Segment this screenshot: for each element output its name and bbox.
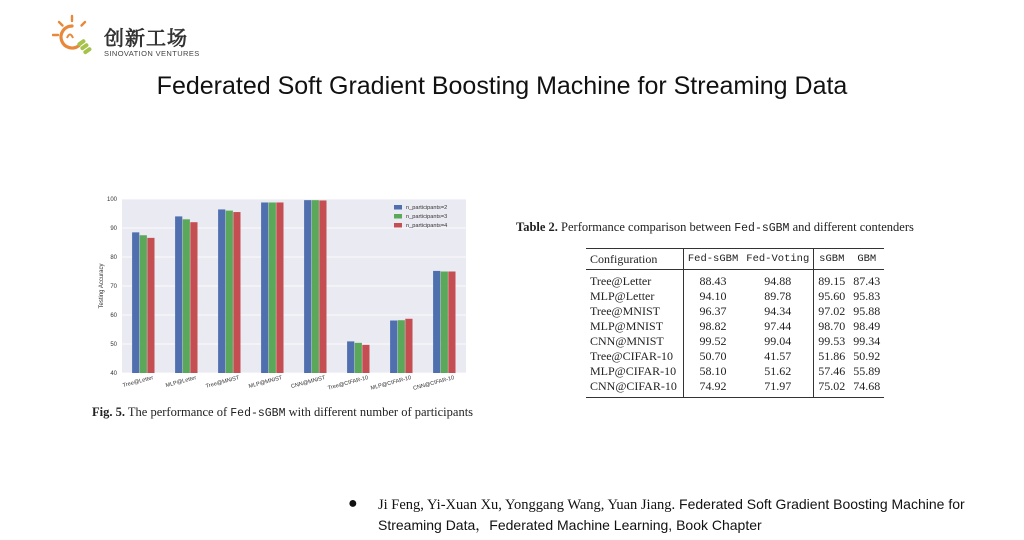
bar [405,319,412,373]
x-tick-label: MLP@Letter [165,375,198,390]
legend-swatch [394,214,402,219]
cell-gbm: 95.83 [853,289,881,303]
bar [448,272,455,374]
bar [312,200,319,373]
cell-gbm: 87.43 [853,274,881,288]
cell-fed-sgbm: 50.70 [683,349,742,364]
cell-fed-voting: 89.78 [764,289,792,303]
table-row [586,304,884,319]
bar [132,232,139,373]
cell-configuration: CNN@CIFAR-10 [590,379,677,393]
bar [147,238,154,373]
bar [276,202,283,373]
bar [398,320,405,373]
reference-authors: Ji Feng, Yi-Xuan Xu, Yonggang Wang, Yuan Jiang. [378,497,676,513]
table-row [586,379,884,398]
cell-gbm: 95.88 [853,304,881,318]
cell-fed-voting: 71.97 [764,379,792,393]
bar [218,209,225,373]
y-tick-label: 90 [110,226,117,232]
y-axis-label: Testing Accuracy [99,263,105,309]
table-row [586,319,884,334]
cell-fed-voting: 94.34 [764,304,792,318]
bar [433,271,440,373]
bar [140,235,147,373]
reference-text [378,494,998,535]
y-tick-label: 100 [106,197,117,203]
cell-sgbm: 57.46 [814,364,850,379]
y-tick-label: 80 [110,255,117,261]
cell-configuration: Tree@Letter [590,274,652,288]
cell-sgbm: 98.70 [814,319,850,334]
header-fed-voting: Fed-Voting [746,253,810,265]
slide-title: Federated Soft Gradient Boosting Machine for Streaming Data [156,72,848,100]
cell-fed-sgbm: 94.10 [683,289,742,304]
cell-sgbm: 95.60 [814,289,850,304]
performance-table [586,248,884,398]
bullet-icon: ● [348,495,358,512]
logo-chinese-text: 创新工场 [104,26,188,50]
cell-sgbm: 97.02 [814,304,850,319]
table-caption-post: and different contenders [792,220,914,234]
bar [347,341,354,373]
bar [441,272,448,374]
figure-caption-post: with different number of participants [288,405,474,419]
bar [362,345,369,373]
table-row [586,349,884,364]
table-row [586,334,884,349]
lightbulb-logo-icon [52,14,100,62]
bar [319,200,326,373]
header-gbm: GBM [857,253,877,265]
cell-gbm: 74.68 [853,379,881,393]
cell-fed-sgbm: 96.37 [683,304,742,319]
legend-label: n_participants=3 [406,214,448,220]
x-tick-label: MLP@CIFAR-10 [370,375,413,392]
table-row [586,289,884,304]
table-row [586,270,884,290]
legend-swatch [394,205,402,210]
bar [269,202,276,373]
cell-configuration: MLP@Letter [590,289,655,303]
cell-configuration: MLP@MNIST [590,319,664,333]
cell-fed-sgbm: 88.43 [683,270,742,290]
figure-caption [92,405,473,420]
x-tick-labels [122,375,455,392]
reference-title: Federated Soft Gradient Boosting Machine for Streaming Data [378,496,965,533]
table-header-row [586,249,884,270]
legend-label: n_participants=2 [406,205,448,211]
x-tick-label: CNN@MNIST [290,375,327,391]
table-caption [516,220,914,235]
bar [183,219,190,373]
x-tick-label: CNN@CIFAR-10 [412,375,456,392]
figure-caption-pre: The performance of [127,405,228,419]
table-caption-label: Table 2. [516,220,558,234]
reference-source: Federated Machine Learning, Book Chapter [489,517,762,533]
cell-fed-sgbm: 98.82 [683,319,742,334]
table-row [586,364,884,379]
cell-fed-sgbm: 99.52 [683,334,742,349]
chart-legend [394,205,447,229]
bar-chart [92,190,472,402]
legend-label: n_participants=4 [406,223,448,229]
header-configuration: Configuration [590,252,658,266]
cell-configuration: CNN@MNIST [590,334,664,348]
reference-separator: ， [475,517,490,533]
table-body [586,270,884,398]
x-tick-label: Tree@MNIST [205,375,241,390]
bar [175,216,182,373]
cell-fed-voting: 51.62 [764,364,792,378]
bar [233,212,240,373]
cell-fed-sgbm: 74.92 [683,379,742,398]
y-tick-label: 40 [110,371,117,377]
table-caption-pre: Performance comparison between [561,220,732,234]
bar [226,211,233,373]
cell-fed-voting: 99.04 [764,334,792,348]
x-tick-label: MLP@MNIST [248,375,284,390]
bar [304,200,311,373]
header-sgbm: sGBM [814,249,850,270]
x-tick-label: Tree@CIFAR-10 [327,375,370,392]
cell-fed-voting: 97.44 [764,319,792,333]
sinovation-logo [52,14,202,62]
cell-configuration: Tree@CIFAR-10 [590,349,674,363]
legend-swatch [394,223,402,228]
table-caption-method: Fed-sGBM [734,222,790,235]
y-tick-label: 70 [110,284,117,290]
x-tick-label: Tree@Letter [122,375,155,390]
y-tick-label: 60 [110,313,117,319]
figure-caption-method: Fed-sGBM [230,407,286,420]
cell-configuration: MLP@CIFAR-10 [590,364,677,378]
cell-fed-sgbm: 58.10 [683,364,742,379]
cell-fed-voting: 41.57 [764,349,792,363]
cell-sgbm: 99.53 [814,334,850,349]
cell-sgbm: 89.15 [814,270,850,290]
logo-english-text: SINOVATION VENTURES [104,49,200,58]
bar [261,202,268,373]
cell-sgbm: 75.02 [814,379,850,398]
figure-caption-label: Fig. 5. [92,405,125,419]
y-tick-labels [107,197,118,377]
cell-gbm: 98.49 [853,319,881,333]
cell-gbm: 50.92 [853,349,881,363]
y-tick-label: 50 [110,342,117,348]
cell-configuration: Tree@MNIST [590,304,660,318]
cell-gbm: 55.89 [853,364,881,378]
bar [190,222,197,373]
cell-gbm: 99.34 [853,334,881,348]
cell-sgbm: 51.86 [814,349,850,364]
bar [390,321,397,373]
cell-fed-voting: 94.88 [764,274,792,288]
bar [355,343,362,373]
header-fed-sgbm: Fed-sGBM [683,249,742,270]
